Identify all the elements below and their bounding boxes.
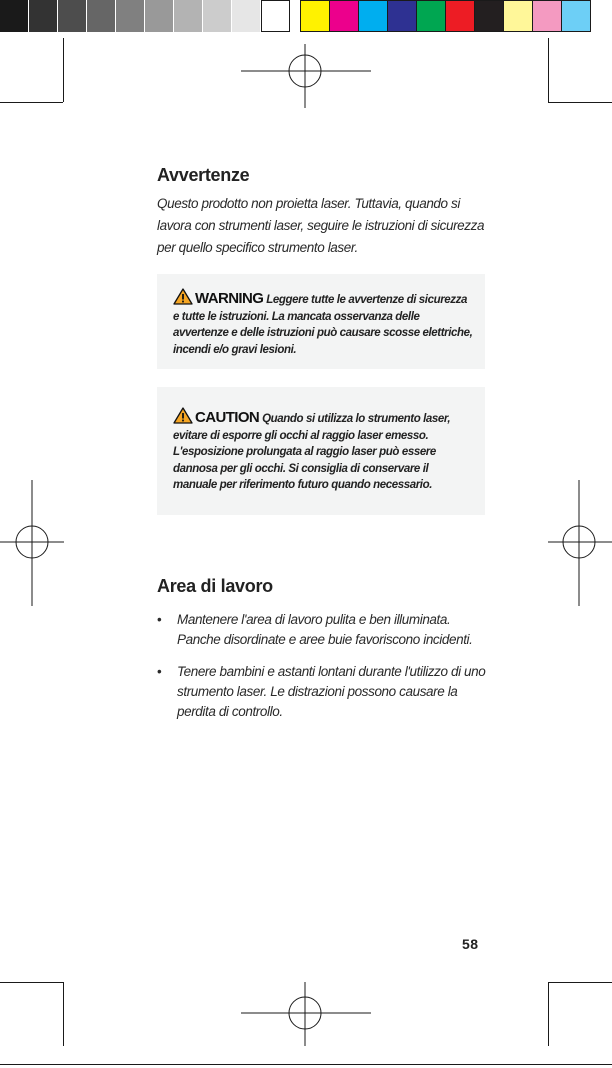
color-swatch bbox=[358, 0, 387, 32]
color-swatch bbox=[329, 0, 358, 32]
registration-mark-right bbox=[548, 480, 612, 606]
crop-mark bbox=[63, 982, 64, 1046]
caution-label: CAUTION bbox=[195, 409, 260, 426]
crop-mark bbox=[0, 102, 63, 103]
warning-content bbox=[173, 288, 473, 358]
gray-swatch bbox=[29, 0, 58, 32]
color-swatch bbox=[503, 0, 532, 32]
caution-content bbox=[173, 407, 473, 494]
gray-swatch bbox=[0, 0, 29, 32]
section-title-avvertenze: Avvertenze bbox=[157, 165, 250, 185]
intro-paragraph: Questo prodotto non proietta laser. Tuttavia, quando si lavora con strumenti laser, seguire le istruzioni di sicurezza per quello specifico strumento laser. bbox=[157, 196, 485, 255]
work-area-list bbox=[157, 610, 487, 734]
caution-box bbox=[157, 387, 485, 515]
gray-swatch bbox=[58, 0, 87, 32]
color-swatch bbox=[532, 0, 561, 32]
list-item bbox=[157, 610, 487, 650]
print-color-bar bbox=[0, 0, 612, 32]
bullet: • bbox=[157, 612, 162, 627]
swatch-gap bbox=[290, 0, 300, 32]
warning-text: Leggere tutte le avvertenze di sicurezza e tutte le istruzioni. La mancata osservanza delle avvertenze e delle istruzioni può causare scosse elettriche, incendi e/o gravi lesioni. bbox=[173, 294, 473, 356]
crop-mark bbox=[548, 38, 549, 102]
gray-swatch bbox=[232, 0, 261, 32]
warning-triangle-icon bbox=[173, 288, 193, 305]
crop-mark bbox=[548, 102, 612, 103]
list-item bbox=[157, 662, 487, 722]
color-swatch bbox=[474, 0, 503, 32]
list-item-text: Mantenere l'area di lavoro pulita e ben illuminata. Panche disordinate e aree buie favoriscono incidenti. bbox=[177, 612, 473, 647]
caution-text: Quando si utilizza lo strumento laser, evitare di esporre gli occhi al raggio laser emesso. L'esposizione prolungata al raggio laser può essere dannosa per gli occhi. Si consiglia di conservare il manuale per riferimento futuro quando necessario. bbox=[173, 413, 451, 491]
gray-swatch bbox=[116, 0, 145, 32]
warning-label: WARNING bbox=[195, 290, 264, 307]
bullet: • bbox=[157, 664, 162, 679]
gray-swatch bbox=[261, 0, 290, 32]
color-swatch bbox=[416, 0, 445, 32]
page-number: 58 bbox=[462, 936, 479, 952]
registration-mark-left bbox=[0, 480, 64, 606]
crop-mark bbox=[0, 982, 63, 983]
registration-mark-top bbox=[241, 44, 371, 108]
color-swatch bbox=[387, 0, 416, 32]
gray-swatch bbox=[87, 0, 116, 32]
crop-mark bbox=[548, 982, 549, 1046]
warning-box bbox=[157, 274, 485, 369]
gray-swatch bbox=[145, 0, 174, 32]
color-swatch bbox=[300, 0, 329, 32]
color-swatch bbox=[561, 0, 591, 32]
caution-triangle-icon bbox=[173, 407, 193, 424]
crop-mark bbox=[548, 982, 612, 983]
trim-line bbox=[0, 1064, 612, 1065]
section-title-area-di-lavoro: Area di lavoro bbox=[157, 576, 273, 596]
color-swatch bbox=[445, 0, 474, 32]
registration-mark-bottom bbox=[241, 982, 371, 1046]
gray-swatch bbox=[203, 0, 232, 32]
crop-mark bbox=[63, 38, 64, 102]
list-item-text: Tenere bambini e astanti lontani durante l'utilizzo di uno strumento laser. Le distrazioni possono causare la perdita di controllo. bbox=[177, 664, 486, 719]
gray-swatch bbox=[174, 0, 203, 32]
